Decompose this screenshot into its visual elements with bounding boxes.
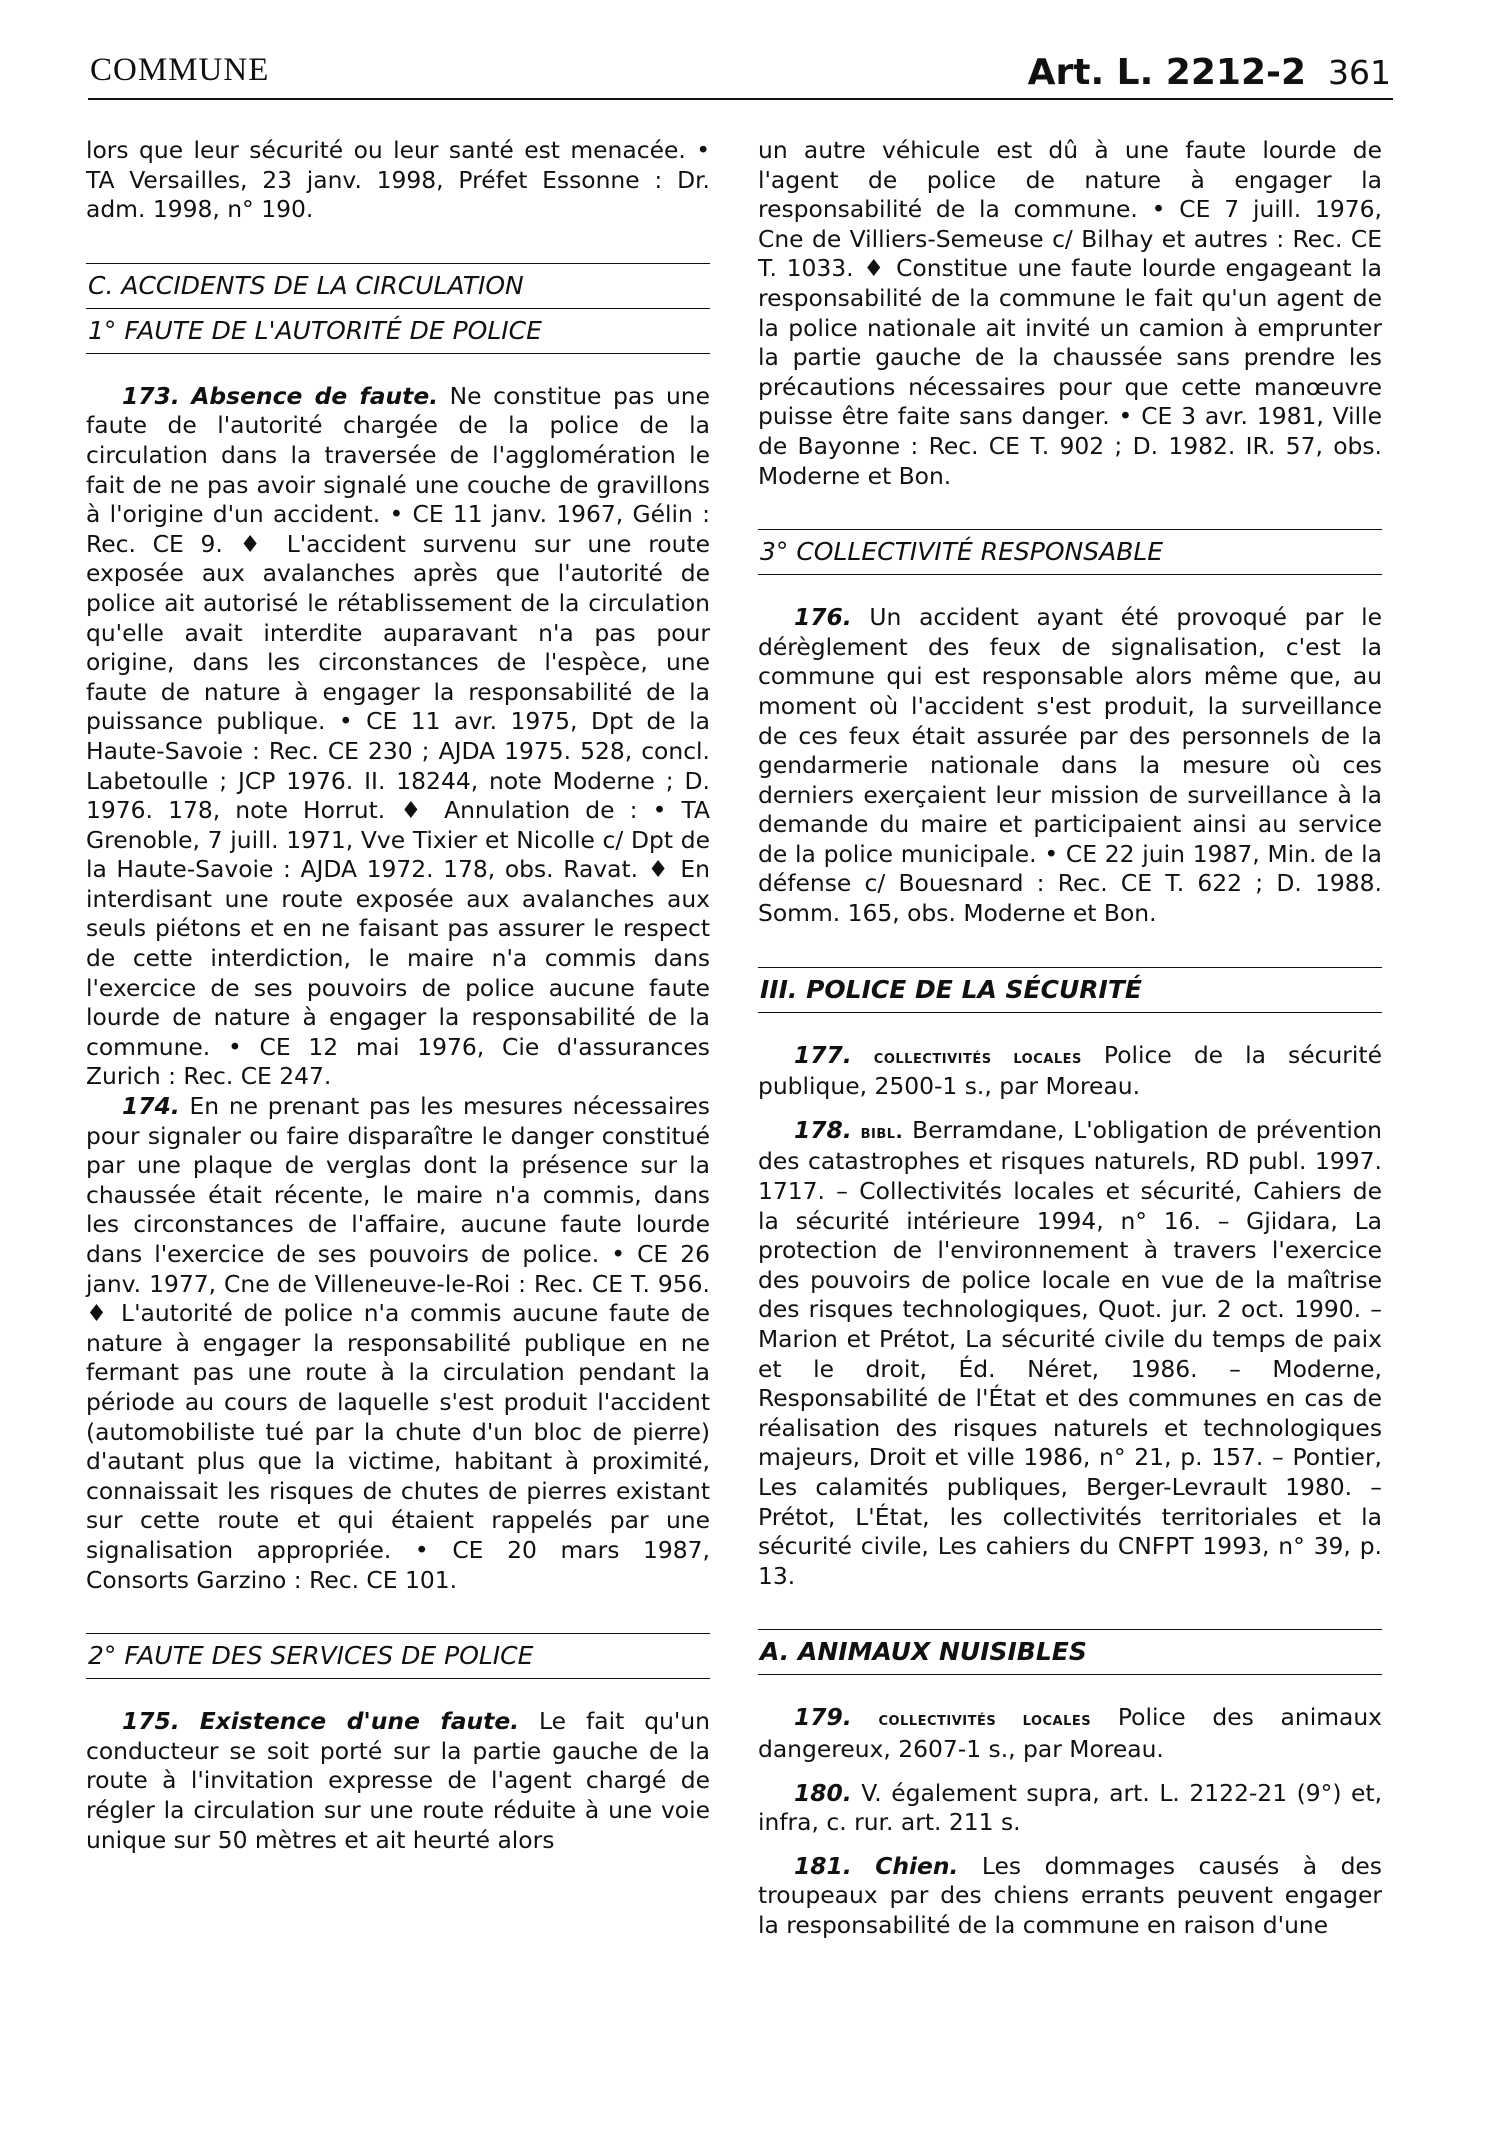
heading-animaux-nuisibles: A. ANIMAUX NUISIBLES bbox=[758, 1629, 1382, 1675]
paragraph-177 bbox=[758, 1041, 1382, 1102]
paragraph-keyword: Absence de faute. bbox=[191, 381, 439, 410]
cross-reference-label: collectivités locales bbox=[873, 1045, 1082, 1068]
paragraph-178 bbox=[758, 1116, 1382, 1592]
paragraph-174 bbox=[86, 1092, 710, 1595]
paragraph-keyword: Chien. bbox=[875, 1851, 959, 1880]
heading-police-securite: III. POLICE DE LA SÉCURITÉ bbox=[758, 967, 1382, 1013]
paragraph-text: En ne prenant pas les mesures nécessaires pour signaler ou faire disparaître le danger constitué par une plaque de verglas dont la présence sur la chaussée était récente, le maire n'a commis, dans les circonstances de l'affaire, aucune faute lourde dans l'exercice de ses pouvoirs de police. • CE 26 janv. 1977, Cne de Villeneuve-le-Roi : Rec. CE T. 956. ♦ L'autorité de police n'a commis aucune faute de nature à engager la responsabilité publique en ne fermant pas une route à la circulation pendant la période au cours de laquelle s'est produit l'accident (automobiliste tué par la chute d'un bloc de pierre) d'autant plus que la victime, habitant à proximité, connaissait les risques de chutes de pierres existant sur cette route et qui étaient rappelés par une signalisation appropriée. • CE 20 mars 1987, Consorts Garzino : Rec. CE 101. bbox=[86, 1092, 710, 1594]
left-column bbox=[86, 136, 710, 1855]
paragraph-text: Police de la sécurité publique, 2500-1 s., par Moreau. bbox=[758, 1040, 1382, 1101]
paragraph-175 bbox=[86, 1707, 710, 1855]
paragraph-keyword: Existence d'une faute. bbox=[199, 1707, 520, 1736]
right-column bbox=[758, 136, 1382, 1941]
paragraph-181 bbox=[758, 1852, 1382, 1941]
paragraph-180 bbox=[758, 1779, 1382, 1838]
paragraph-text: Un accident ayant été provoqué par le dérèglement des feux de signalisation, c'est la commune qui est responsable alors même que, au moment où l'accident s'est produit, la surveillance de ces feux était assurée par des personnels de la gendarmerie nationale dans la mesure où ces derniers exerçaient leur mission de surveillance à la demande du maire et participaient ainsi au service de la police municipale. • CE 22 juin 1987, Min. de la défense c/ Bouesnard : Rec. CE T. 622 ; D. 1988. Somm. 165, obs. Moderne et Bon. bbox=[758, 603, 1382, 928]
cross-reference-label: collectivités locales bbox=[878, 1708, 1092, 1731]
paragraph-text: Ne constitue pas une faute de l'autorité chargée de la police de la circulation dans la traversée de l'agglomération le fait de ne pas avoir signalé une couche de gravillons à l'origine d'un accident. • CE 11 janv. 1967, Gélin : Rec. CE 9. ♦ L'accident survenu sur une route exposée aux avalanches après que l'autorité de police ait autorisé le rétablissement de la circulation qu'elle avait interdite auparavant n'a pas pour origine, dans les circonstances de l'espèce, une faute de nature à engager la responsabilité de la puissance publique. • CE 11 avr. 1975, Dpt de la Haute-Savoie : Rec. CE 230 ; AJDA 1975. 528, concl. Labetoulle ; JCP 1976. II. 18244, note Moderne ; D. 1976. 178, note Horrut. ♦ Annulation de : • TA Grenoble, 7 juill. 1971, Vve Tixier et Nicolle c/ Dpt de la Haute-Savoie : AJDA 1972. 178, obs. Ravat. ♦ En interdisant une route exposée aux avalanches aux seuls piétons et en ne faisant pas assurer le respect de cette interdiction, le maire n'a commis dans l'exercice de ses pouvoirs de police aucune faute lourde de nature à engager la responsabilité de la commune. • CE 12 mai 1976, Cie d'assurances Zurich : Rec. CE 247. bbox=[86, 381, 711, 1091]
paragraph-text: Le fait qu'un conducteur se soit porté sur la partie gauche de la route à l'invitation expresse de l'agent chargé de régler la circulation sur une route réduite à une voie unique sur 50 mètres et ait heurté alors bbox=[86, 1707, 710, 1854]
paragraph-number: 174. bbox=[122, 1092, 180, 1121]
paragraph-number: 178. bbox=[794, 1115, 852, 1144]
paragraph-number: 180. bbox=[794, 1778, 852, 1807]
paragraph-number: 176. bbox=[794, 603, 852, 632]
paragraph-number: 177. bbox=[794, 1040, 852, 1069]
continued-paragraph: un autre véhicule est dû à une faute lourde de l'agent de police de nature à engager la responsabilité de la commune. • CE 7 juill. 1976, Cne de Villiers-Semeuse c/ Bilhay et autres : Rec. CE T. 1033. ♦ Constitue une faute lourde engageant la responsabilité de la commune le fait qu'un agent de la police nationale ait invité un camion à emprunter la partie gauche de la chaussée sans prendre les précautions nécessaires pour que cette manœuvre puisse être faite sans danger. • CE 3 avr. 1981, Ville de Bayonne : Rec. CE T. 902 ; D. 1982. IR. 57, obs. Moderne et Bon. bbox=[758, 136, 1382, 490]
paragraph-179 bbox=[758, 1703, 1382, 1764]
page-number: 361 bbox=[1328, 53, 1391, 92]
paragraph-176 bbox=[758, 603, 1382, 929]
paragraph-number: 181. bbox=[794, 1851, 852, 1880]
paragraph-text: V. également supra, art. L. 2122-21 (9°) et, infra, c. rur. art. 211 s. bbox=[758, 1778, 1382, 1837]
paragraph-number: 173. bbox=[122, 381, 180, 410]
heading-faute-services: 2° FAUTE DES SERVICES DE POLICE bbox=[86, 1633, 710, 1679]
paragraph-text: Police des animaux dangereux, 2607-1 s., par Moreau. bbox=[758, 1703, 1382, 1763]
running-head-article: Art. L. 2212-2 bbox=[1027, 52, 1306, 93]
bibliography-label: bibl. bbox=[860, 1120, 904, 1143]
paragraph-text: Berramdane, L'obligation de prévention des catastrophes et risques naturels, RD publ. 1997. 1717. – Collectivités locales et sécurité, Cahiers de la sécurité intérieure 1994, n° 16. – Gjidara, La protection de l'environnement à travers l'exercice des pouvoirs de police locale en vue de la maîtrise des risques technologiques, Quot. jur. 2 oct. 1990. – Marion et Prétot, La sécurité civile du temps de paix et le droit, Éd. Néret, 1986. – Moderne, Responsabilité de l'État et des communes en cas de réalisation des risques naturels et technologiques majeurs, Droit et ville 1986, n° 21, p. 157. – Pontier, Les calamités publiques, Berger-Levrault 1980. – Prétot, L'État, les collectivités territoriales et la sécurité civile, Les cahiers du CNFPT 1993, n° 39, p. 13. bbox=[758, 1115, 1382, 1590]
running-head-right bbox=[1028, 52, 1391, 93]
intro-paragraph: lors que leur sécurité ou leur santé est menacée. • TA Versailles, 23 janv. 1998, Préfet Essonne : Dr. adm. 1998, n° 190. bbox=[86, 136, 710, 224]
paragraph-text: Les dommages causés à des troupeaux par des chiens errants peuvent engager la responsabilité de la commune en raison d'une bbox=[758, 1851, 1382, 1939]
heading-faute-autorite: 1° FAUTE DE L'AUTORITÉ DE POLICE bbox=[86, 309, 710, 354]
page-header bbox=[88, 52, 1393, 100]
running-head-section: COMMUNE bbox=[90, 52, 270, 88]
heading-collectivite-responsable: 3° COLLECTIVITÉ RESPONSABLE bbox=[758, 529, 1382, 575]
paragraph-number: 179. bbox=[794, 1703, 852, 1732]
paragraph-number: 175. bbox=[122, 1707, 180, 1736]
heading-accidents-circulation: C. ACCIDENTS DE LA CIRCULATION bbox=[86, 263, 710, 309]
paragraph-173 bbox=[86, 382, 710, 1092]
